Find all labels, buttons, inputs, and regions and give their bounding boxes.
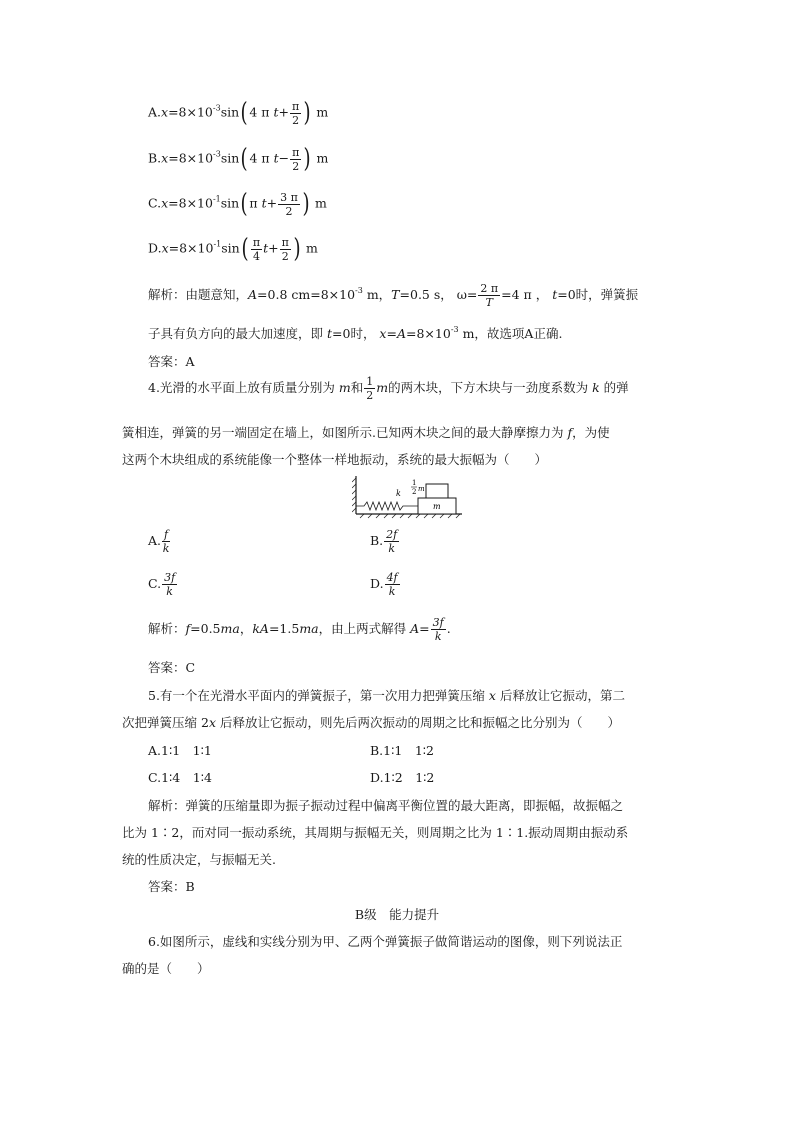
wall-hatch xyxy=(352,478,356,512)
bottom-block-label: m xyxy=(433,502,441,511)
q4-option-d: D. $\frac{4f}{k}$ xyxy=(370,571,398,598)
option-d: $D.x=8\times 10^{-1}\sin$( $\frac{\pi}{4}$ t+ $\frac{\pi}{2}$ ) m xyxy=(148,234,318,264)
q4-option-c: C. $\frac{3f}{k}$ xyxy=(148,571,176,598)
q5-stem-line1: 5.有一个在光滑水平面内的弹簧振子，第一次用力把弹簧压缩 x 后释放让它振动，第二 xyxy=(148,688,625,703)
spring xyxy=(356,502,418,510)
q4-option-b: B. $\frac{2f}{k}$ xyxy=(370,528,398,555)
q5-analysis-line3: 统的性质决定，与振幅无关. xyxy=(122,852,276,867)
top-block xyxy=(426,484,448,498)
q5-analysis-line2: 比为 1∶2，而对同一振动系统，其周期与振幅无关，则周期之比为 1∶1.振动周期由振动系 xyxy=(122,825,629,840)
q5-option-a: A.1∶1 1∶1 xyxy=(148,743,212,758)
q4-answer: 答案：C xyxy=(148,660,196,675)
q6-stem-line2: 确的是（ ） xyxy=(122,961,210,976)
section-heading: B级 能力提升 xyxy=(354,907,440,922)
top-block-label-num: 1 xyxy=(412,479,417,487)
q3-analysis-line2: 子具有负方向的最大加速度，即 t=0时， $x=A=8\times 10^{-3}$ m，故选项A正确. xyxy=(148,325,563,341)
spring-k-label: k xyxy=(396,489,401,498)
top-block-label-den: 2 xyxy=(412,488,417,496)
q4-analysis: 解析：f=0.5ma，kA=1.5ma，由上两式解得 A= $\frac{3f}{k}$ . xyxy=(148,616,451,643)
top-block-label-m: m xyxy=(418,485,425,493)
q5-answer: 答案：B xyxy=(148,879,195,894)
q4-stem-line3: 这两个木块组成的系统能像一个整体一样地振动，系统的最大振幅为（ ） xyxy=(122,452,548,467)
q4-option-a: A. $\frac{f}{k}$ xyxy=(148,528,170,555)
q3-analysis-line1: 解析：由题意知，A=0.8 $cm=8\times 10^{-3}$ m，T=0.5 s， ω= $\frac{2 \pi}{T}$ =4 π ， t=0时，弹簧振 xyxy=(148,282,639,309)
q4-stem-line2: 簧相连，弹簧的另一端固定在墙上，如图所示.已知两木块之间的最大静摩擦力为 f，为使 xyxy=(122,425,610,440)
q6-stem-line1: 6.如图所示，虚线和实线分别为甲、乙两个弹簧振子做简谐运动的图像，则下列说法正 xyxy=(148,934,623,949)
q5-option-c: C.1∶4 1∶4 xyxy=(148,770,212,785)
q5-option-d: D.1∶2 1∶2 xyxy=(370,770,435,785)
q5-analysis-line1: 解析：弹簧的压缩量即为振子振动过程中偏离平衡位置的最大距离，即振幅，故振幅之 xyxy=(148,798,624,813)
q4-stem-line1: 4.光滑的水平面上放有质量分别为 m和 $\frac{1}{2}$ m的两木块，下方木块与一劲度系数为 k 的弹 xyxy=(148,375,629,402)
q3-answer: 答案：A xyxy=(148,354,195,369)
option-a: $A.x=8\times 10^{-3}\sin$( 4 π t+ $\frac{\pi}{2}$ ) m xyxy=(148,98,329,128)
option-c: $C.x=8\times 10^{-1}\sin$( π t+ $\frac{3 \pi}{2}$ ) m xyxy=(148,189,327,219)
option-b: $B.x=8\times 10^{-3}\sin$( 4 π t− $\frac{\pi}{2}$ ) m xyxy=(148,144,329,174)
q5-stem-line2: 次把弹簧压缩 2x 后释放让它振动，则先后两次振动的周期之比和振幅之比分别为（ ） xyxy=(122,715,620,730)
spring-block-figure xyxy=(352,474,467,520)
q5-option-b: B.1∶1 1∶2 xyxy=(370,743,434,758)
